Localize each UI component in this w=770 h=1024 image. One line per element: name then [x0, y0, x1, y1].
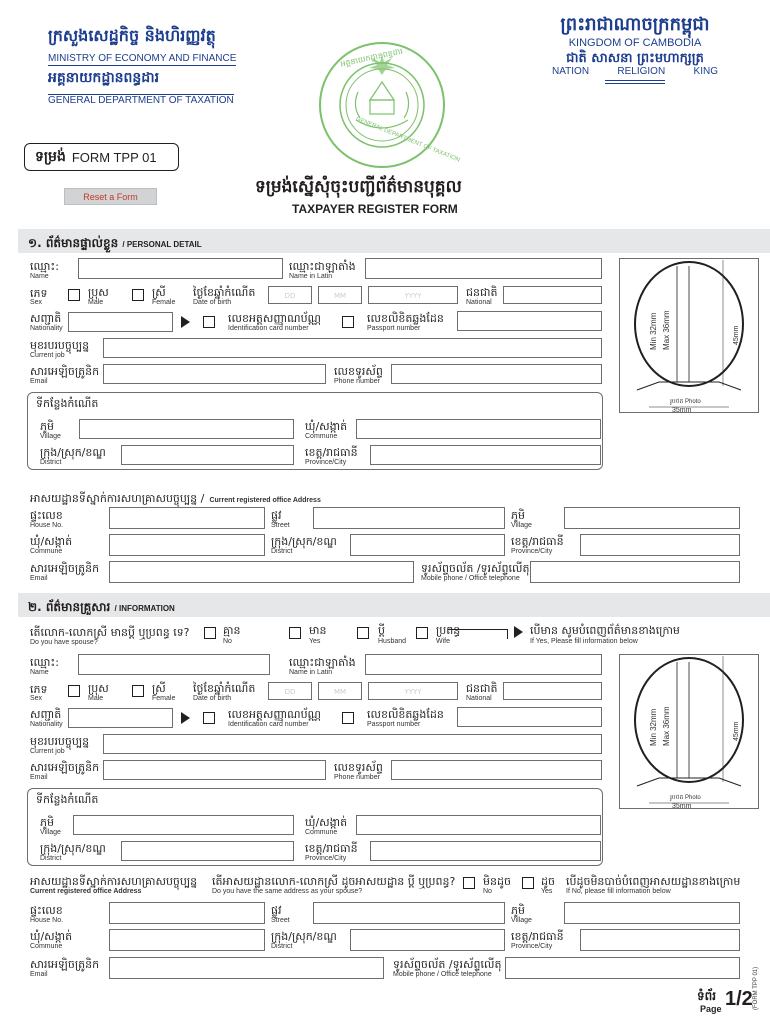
sp-bp-district-input[interactable] [121, 841, 294, 861]
sp-photo-height-label: 45mm [733, 721, 740, 741]
province-label-en: Province/City [511, 548, 553, 555]
sp-nationality-label-en: Nationality [30, 721, 63, 728]
ifno-label: បើដូចមិនបាច់បំពេញអាសយដ្ឋានខាងក្រោម [566, 875, 741, 888]
section2-heading-kh: ២. ព័ត៌មានគ្រួសារ [28, 600, 111, 614]
section1-heading [28, 235, 202, 253]
job-label-en: Current job [30, 352, 65, 359]
sp-phone-label-en: Phone number [334, 774, 380, 781]
female-label: ស្រី [152, 286, 166, 299]
same-question-en: Do you have the same address as your spouse? [212, 888, 363, 895]
spouse-yes-label-en: Yes [309, 638, 321, 645]
kingdom-en: KINGDOM OF CAMBODIA [568, 37, 702, 49]
sp-dob-day-input[interactable]: DD [268, 682, 312, 700]
sp-bp-province-label: ខេត្ត/រាជធានី [305, 842, 358, 855]
same-label-en: Yes [541, 888, 553, 895]
mobile-label-en: Mobile phone / Office telephone [421, 575, 520, 582]
bp-province-label: ខេត្ត/រាជធានី [305, 446, 358, 459]
sp-street-label: ផ្លូវ [271, 904, 282, 917]
addr-email-input[interactable] [109, 561, 414, 583]
house-label: ផ្ទះលេខ [30, 509, 63, 522]
sp-name-input[interactable] [78, 654, 270, 675]
male-label-en: Male [88, 299, 104, 306]
email-label-en: Email [30, 378, 48, 385]
name-label: ឈ្មោះ: [30, 260, 59, 273]
same-label: ដូច [541, 875, 555, 888]
sp-addr-email-label-en: Email [30, 971, 48, 978]
sp-bp-commune-label-en: Commune [305, 829, 338, 836]
ifyes-bracket [448, 629, 508, 639]
sp-latin-input[interactable] [365, 654, 602, 675]
motto-nation: NATION [552, 66, 590, 77]
phone-input[interactable] [391, 364, 602, 384]
sp-photo-caption [670, 794, 701, 802]
province-input[interactable] [580, 534, 740, 556]
name-label-en: Name [30, 273, 49, 280]
latin-label-en: Name in Latin [289, 273, 333, 280]
form-code-en: FORM TPP 01 [71, 149, 157, 165]
sp-photo-caption-en: Photo [685, 795, 701, 801]
street-label: ផ្លូវ [271, 509, 282, 522]
sp-bp-commune-label: ឃុំ/សង្កាត់ [305, 816, 348, 829]
sp-province-input[interactable] [580, 929, 740, 951]
sp-district-input[interactable] [350, 929, 505, 951]
female-label-en: Female [152, 299, 176, 306]
sp-email-label: សារអេឡិចត្រូនិក [30, 761, 100, 774]
sp-photo-min-label: Min 32mm [649, 708, 658, 746]
wife-label-en: Wife [436, 638, 450, 645]
sp-house-input[interactable] [109, 902, 265, 924]
spouse-no-label-en: No [223, 638, 232, 645]
form-title-kh: ទម្រង់ស្នើសុំចុះបញ្ជីព័ត៌មានបុគ្គល [255, 177, 462, 197]
notsame-checkbox[interactable] [463, 877, 475, 889]
sp-latin-label-en: Name in Latin [289, 669, 333, 676]
nationality-label: សញ្ជាតិ [30, 312, 62, 325]
sp-female-label: ស្រី [152, 682, 166, 695]
bp-village-label: ភូមិ [40, 420, 54, 433]
sp-address-heading: អាសយដ្ឋានទីស្នាក់ការសហគ្រាសបច្ចុប្បន្ន [30, 875, 198, 888]
sp-dob-month-input[interactable]: MM [318, 682, 362, 700]
sp-latin-label: ឈ្មោះជាឡាតាំង [289, 656, 356, 669]
village-input[interactable] [564, 507, 740, 529]
nationality-label-en: Nationality [30, 325, 63, 332]
sp-village-label: ភូមិ [511, 904, 525, 917]
sp-addr-email-input[interactable] [109, 957, 384, 979]
commune-label-en: Commune [30, 548, 63, 555]
job-input[interactable] [103, 338, 602, 358]
husband-checkbox[interactable] [357, 627, 369, 639]
notsame-label: មិនដូច [483, 875, 511, 888]
house-label-en: House No. [30, 522, 64, 529]
national-input[interactable] [503, 286, 602, 304]
pointer-icon [181, 316, 190, 328]
village-label-en: Village [511, 522, 532, 529]
district-label: ក្រុង/ស្រុក/ខណ្ឌ [271, 535, 337, 548]
sp-id-number-input[interactable] [457, 707, 602, 727]
form-code-kh: ទម្រង់ [35, 149, 66, 165]
sp-phone-label: លេខទូរស័ព្ទ [334, 761, 383, 774]
ministry-en: MINISTRY OF ECONOMY AND FINANCE [48, 53, 237, 64]
reset-form-button[interactable]: Reset a Form [64, 188, 157, 205]
form-title-en: TAXPAYER REGISTER FORM [292, 202, 458, 216]
bp-district-label-en: District [40, 459, 62, 466]
passport-label-en: Passport number [367, 325, 421, 332]
section1-heading-kh: ១. ព័ត៌មានផ្ទាល់ខ្លួន [28, 236, 119, 250]
sex-label: ភេទ [30, 287, 48, 300]
dob-label: ថ្ងៃខែឆ្នាំកំណើត [193, 286, 256, 299]
motto-king: KING [693, 66, 718, 77]
sp-bp-village-label: ភូមិ [40, 816, 54, 829]
commune-label: ឃុំ/សង្កាត់ [30, 535, 73, 548]
idcard-label-en: Identification card number [228, 325, 309, 332]
same-checkbox[interactable] [522, 877, 534, 889]
sp-national-label-en: National [466, 695, 492, 702]
bp-province-label-en: Province/City [305, 459, 347, 466]
idcard-label: លេខអត្តសញ្ញាណប័ណ្ណ [228, 312, 321, 325]
wife-checkbox[interactable] [416, 627, 428, 639]
sp-province-label-en: Province/City [511, 943, 553, 950]
section2-heading [28, 599, 175, 617]
kingdom-block [540, 14, 730, 84]
ifyes-label-en: If Yes, Please fill information below [530, 638, 638, 645]
bp-district-input[interactable] [121, 445, 294, 465]
ifyes-pointer-icon [514, 626, 523, 638]
house-input[interactable] [109, 507, 265, 529]
email-input[interactable] [103, 364, 326, 384]
sp-district-label: ក្រុង/ស្រុក/ខណ្ឌ [271, 930, 337, 943]
section1-heading-en: / PERSONAL DETAIL [122, 240, 202, 249]
kingdom-kh: ព្រះរាជាណាចក្រកម្ពុជា [560, 14, 710, 35]
husband-label-en: Husband [378, 638, 407, 645]
motto-religion: RELIGION [617, 66, 666, 77]
decorative-divider [605, 80, 665, 84]
dob-month-input[interactable]: MM [318, 286, 362, 304]
section2-heading-en: / INFORMATION [114, 604, 175, 613]
ifyes-label: បើមាន សូមបំពេញព័ត៌មានខាងក្រោម [530, 624, 680, 637]
idcard-checkbox[interactable] [203, 316, 215, 328]
sp-photo-max-label: Max 36mm [662, 706, 671, 746]
sp-email-label-en: Email [30, 774, 48, 781]
sp-bp-province-label-en: Province/City [305, 855, 347, 862]
spouse-question: តើលោក-លោកស្រី មានប្តី ឬប្រពន្ធ ទេ? [30, 626, 190, 639]
phone-label: លេខទូរស័ព្ទ [334, 365, 383, 378]
addr-email-label-en: Email [30, 575, 48, 582]
district-label-en: District [271, 548, 293, 555]
street-label-en: Street [271, 522, 290, 529]
bp-village-input[interactable] [79, 419, 294, 439]
photo-caption-kh: រូបថត [670, 399, 684, 405]
address-heading-en: Current registered office Address [209, 497, 321, 504]
sp-bp-district-label: ក្រុង/ស្រុក/ខណ្ឌ [40, 842, 106, 855]
wife-label: ប្រពន្ធ [436, 624, 461, 637]
page-label-kh: ទំព័រ [697, 989, 717, 1003]
photo-caption [670, 398, 701, 406]
passport-checkbox[interactable] [342, 316, 354, 328]
sp-dob-label: ថ្ងៃខែឆ្នាំកំណើត [193, 682, 256, 695]
same-question: តើអាសយដ្ឋានលោក-លោកស្រី ដូចអាសយដ្ឋាន ប្តី ឬប្រពន្ធ? [212, 875, 456, 888]
sp-dob-year-input[interactable]: YYYY [368, 682, 458, 700]
photo-max-label: Max 36mm [662, 310, 671, 350]
passport-label: លេខលិខិតឆ្លងដែន [367, 312, 444, 325]
email-label: សារអេឡិចត្រូនិក [30, 365, 100, 378]
spouse-question-en: Do you have spouse? [30, 639, 98, 646]
sp-bp-district-label-en: District [40, 855, 62, 862]
ifno-label-en: If No, please fill information below [566, 888, 671, 895]
seal-bottom-text: GENERAL DEPARTMENT OF TAXATION [354, 116, 461, 164]
photo-width-label: 35mm [672, 407, 692, 414]
sp-village-label-en: Village [511, 917, 532, 924]
bp-commune-label: ឃុំ/សង្កាត់ [305, 420, 348, 433]
sex-label-en: Sex [30, 299, 43, 306]
sp-national-label: ជនជាតិ [466, 682, 498, 695]
form-code-box [24, 143, 179, 171]
spouse-yes-checkbox[interactable] [289, 627, 301, 639]
sp-passport-label: លេខលិខិតឆ្លងដែន [367, 708, 444, 721]
latin-label: ឈ្មោះជាឡាតាំង [289, 260, 356, 273]
sp-bp-village-input[interactable] [73, 815, 294, 835]
address-heading [30, 487, 321, 506]
sp-male-label: ប្រុស [88, 682, 109, 695]
sp-job-input[interactable] [103, 734, 602, 754]
id-number-input[interactable] [457, 311, 602, 331]
bp-village-label-en: Village [40, 433, 61, 440]
sp-photo-caption-kh: រូបថត [670, 795, 684, 801]
sp-name-label-en: Name [30, 669, 49, 676]
spouse-no-checkbox[interactable] [204, 627, 216, 639]
gdt-en: GENERAL DEPARTMENT OF TAXATION [48, 95, 234, 106]
sp-national-input[interactable] [503, 682, 602, 700]
male-label: ប្រុស [88, 286, 109, 299]
sp-street-label-en: Street [271, 917, 290, 924]
sp-commune-label: ឃុំ/សង្កាត់ [30, 930, 73, 943]
page-number: 1/2 [725, 988, 753, 1010]
sp-commune-label-en: Commune [30, 943, 63, 950]
birthplace-label: ទីកន្លែងកំណើត [36, 397, 99, 410]
sp-mobile-input[interactable] [505, 957, 740, 979]
addr-email-label: សារអេឡិចត្រូនិក [30, 562, 100, 575]
bp-commune-input[interactable] [356, 419, 601, 439]
sp-house-label: ផ្ទះលេខ [30, 904, 63, 917]
sp-bp-village-label-en: Village [40, 829, 61, 836]
village-label: ភូមិ [511, 509, 525, 522]
bp-district-label: ក្រុង/ស្រុក/ខណ្ឌ [40, 446, 106, 459]
sp-female-label-en: Female [152, 695, 176, 702]
sp-district-label-en: District [271, 943, 293, 950]
seal-top-text: អគ្គនាយកដ្ឋានពន្ធដារ [339, 46, 404, 69]
sp-male-label-en: Male [88, 695, 104, 702]
ministry-block [48, 26, 248, 107]
sp-idcard-label: លេខអត្តសញ្ញាណប័ណ្ណ [228, 708, 321, 721]
sp-commune-input[interactable] [109, 929, 265, 951]
mobile-input[interactable] [530, 561, 740, 583]
husband-label: ប្តី [378, 624, 385, 637]
bp-province-input[interactable] [370, 445, 601, 465]
sp-photo-width-label: 35mm [672, 803, 692, 810]
sp-nationality-label: សញ្ជាតិ [30, 708, 62, 721]
sp-birthplace-label: ទីកន្លែងកំណើត [36, 793, 99, 806]
sp-email-input[interactable] [103, 760, 326, 780]
sp-village-input[interactable] [564, 902, 740, 924]
sp-province-label: ខេត្ត/រាជធានី [511, 930, 564, 943]
nationality-input[interactable] [68, 312, 173, 332]
photo-caption-en: Photo [685, 399, 701, 405]
sp-job-label-en: Current job [30, 748, 65, 755]
photo-height-label: 45mm [733, 325, 740, 345]
name-input[interactable] [78, 258, 283, 279]
page-label-en: Page [700, 1004, 722, 1014]
sp-sex-label-en: Sex [30, 695, 43, 702]
sp-street-input[interactable] [313, 902, 505, 924]
sp-phone-input[interactable] [391, 760, 602, 780]
sp-nationality-input[interactable] [68, 708, 173, 728]
spouse-no-label: គ្មាន [223, 624, 241, 637]
mobile-label: ទូរស័ព្ទចល័ត /ទូរស័ព្ទលើតុ [421, 562, 530, 575]
sp-sex-label: ភេទ [30, 683, 48, 696]
sp-house-label-en: House No. [30, 917, 64, 924]
notsame-label-en: No [483, 888, 492, 895]
sp-female-checkbox[interactable] [132, 685, 144, 697]
phone-label-en: Phone number [334, 378, 380, 385]
dob-label-en: Date of birth [193, 299, 232, 306]
dob-day-input[interactable]: DD [268, 286, 312, 304]
national-label: ជនជាតិ [466, 286, 498, 299]
sp-mobile-label: ទូរស័ព្ទចល័ត /ទូរស័ព្ទលើតុ [393, 958, 502, 971]
sp-pointer-icon [181, 712, 190, 724]
female-checkbox[interactable] [132, 289, 144, 301]
job-label: មុខរបរបច្ចុប្បន្ន [30, 339, 90, 352]
sp-bp-commune-input[interactable] [356, 815, 601, 835]
bp-commune-label-en: Commune [305, 433, 338, 440]
sp-male-checkbox[interactable] [68, 685, 80, 697]
commune-input[interactable] [109, 534, 265, 556]
dob-year-input[interactable]: YYYY [368, 286, 458, 304]
sp-addr-email-label: សារអេឡិចត្រូនិក [30, 958, 100, 971]
sp-passport-label-en: Passport number [367, 721, 421, 728]
street-input[interactable] [313, 507, 505, 529]
national-label-en: National [466, 299, 492, 306]
address-heading-kh: អាសយដ្ឋានទីស្នាក់ការសហគ្រាសបច្ចុប្បន្ន / [30, 492, 205, 505]
ministry-kh: ក្រសួងសេដ្ឋកិច្ច និងហិរញ្ញវត្ថុ [48, 26, 216, 45]
sp-dob-label-en: Date of birth [193, 695, 232, 702]
sp-job-label: មុខរបរបច្ចុប្បន្ន [30, 735, 90, 748]
sp-bp-province-input[interactable] [370, 841, 601, 861]
photo-min-label: Min 32mm [649, 312, 658, 350]
spouse-yes-label: មាន [309, 624, 327, 637]
sp-idcard-label-en: Identification card number [228, 721, 309, 728]
sp-passport-checkbox[interactable] [342, 712, 354, 724]
motto-kh: ជាតិ សាសនា ព្រះមហាក្សត្រ [566, 51, 704, 66]
sp-mobile-label-en: Mobile phone / Office telephone [393, 971, 492, 978]
sp-address-heading-en: Current registered office Address [30, 888, 142, 895]
gdt-kh: អគ្គនាយកដ្ឋានពន្ធដារ [48, 70, 160, 86]
form-code-footer: (FORM TPP 01) [753, 966, 759, 1010]
latin-name-input[interactable] [365, 258, 602, 279]
district-input[interactable] [350, 534, 505, 556]
sp-idcard-checkbox[interactable] [203, 712, 215, 724]
male-checkbox[interactable] [68, 289, 80, 301]
province-label: ខេត្ត/រាជធានី [511, 535, 564, 548]
sp-name-label: ឈ្មោះ: [30, 656, 59, 669]
